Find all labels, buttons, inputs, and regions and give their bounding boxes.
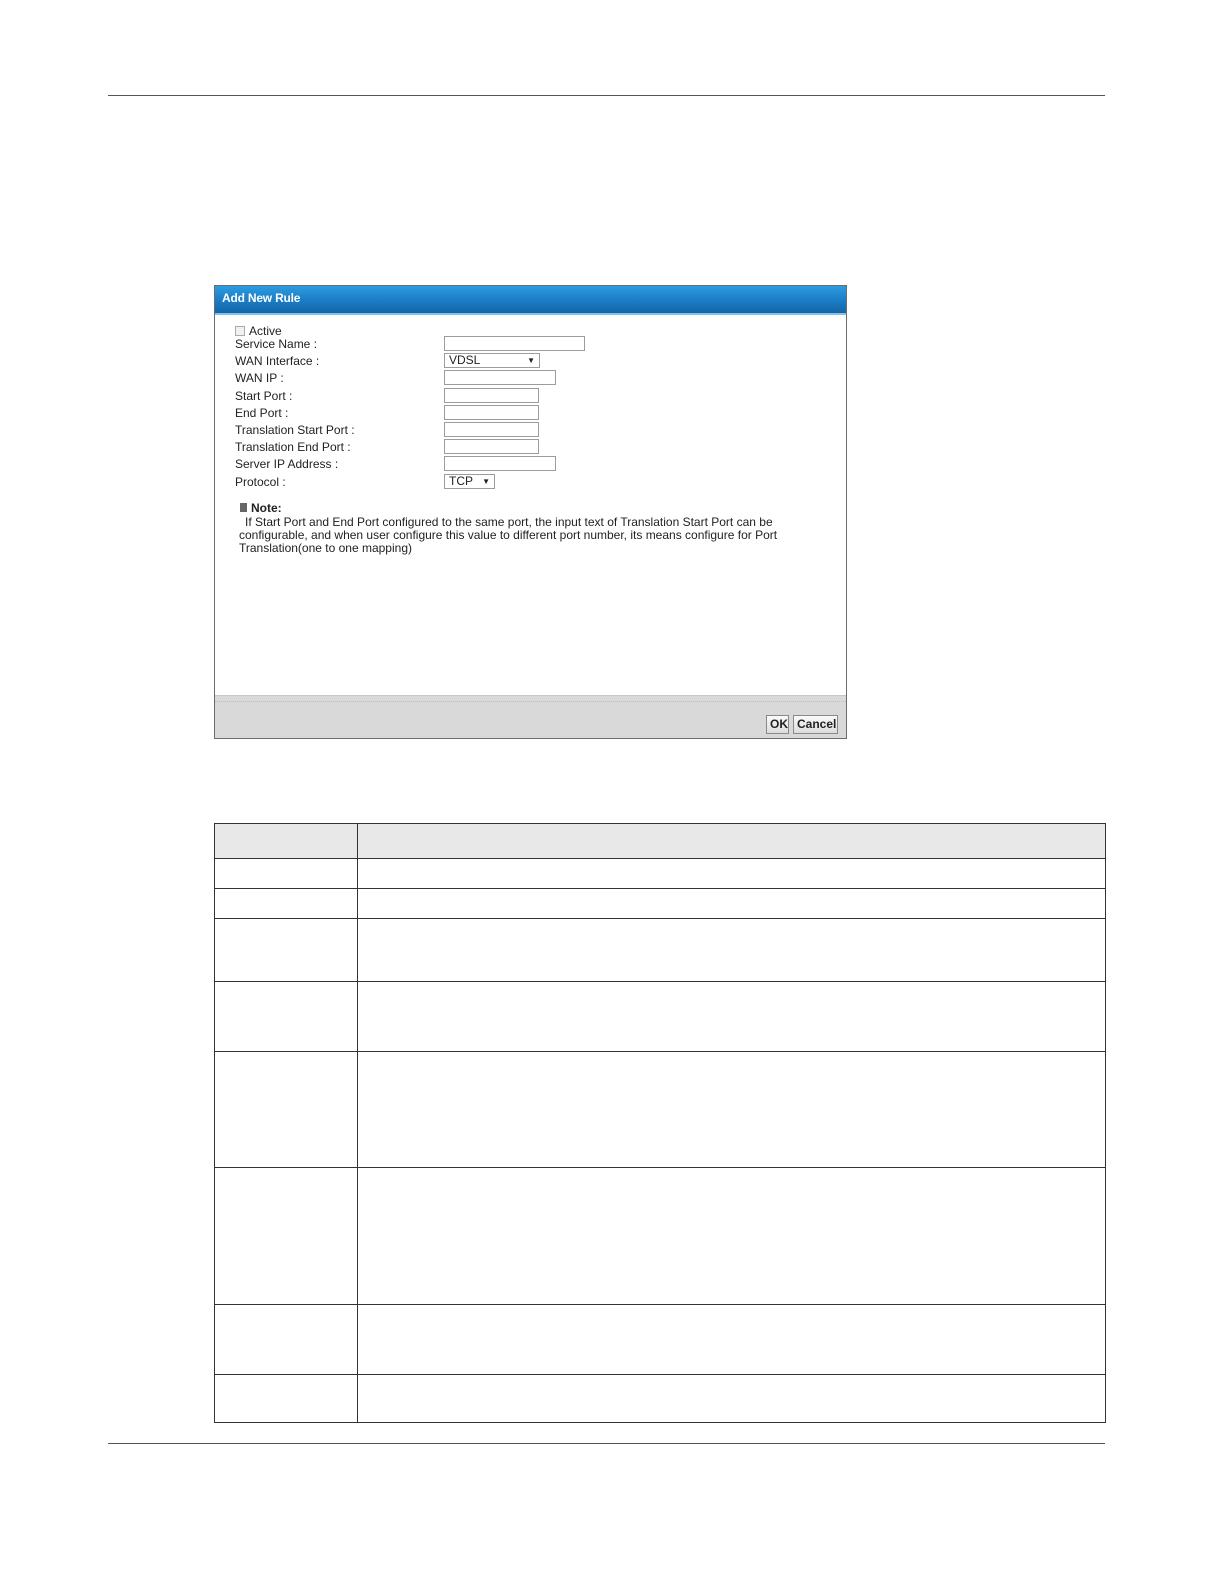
end-port-label: End Port : [235, 406, 289, 420]
end-port-input[interactable] [444, 405, 539, 420]
protocol-select[interactable] [444, 474, 495, 489]
table-row [215, 1168, 1105, 1305]
wan-interface-select[interactable] [444, 353, 540, 368]
table-row [215, 1305, 1105, 1375]
table-row [215, 982, 1105, 1052]
table-row [215, 889, 1105, 919]
page-header-rule [108, 95, 1105, 96]
chevron-down-icon: ▼ [482, 477, 490, 486]
protocol-value: TCP [449, 474, 473, 488]
start-port-label: Start Port : [235, 389, 293, 403]
add-new-rule-dialog [214, 285, 847, 739]
ok-button[interactable]: OK [766, 715, 789, 734]
field-description-table [214, 823, 1106, 1423]
translation-start-port-input[interactable] [444, 422, 539, 437]
table-row [215, 919, 1105, 982]
note-text: If Start Port and End Port configured to the same port, the input text of Translation Start Port can be configurable, and when user configure this value to different port number, its means configure for Port Translation(one to one mapping) [239, 515, 778, 555]
server-ip-label: Server IP Address : [235, 457, 339, 471]
active-checkbox[interactable] [235, 326, 245, 336]
protocol-label: Protocol : [235, 475, 286, 489]
active-label: Active [249, 324, 282, 338]
wan-ip-input[interactable] [444, 370, 556, 385]
start-port-input[interactable] [444, 388, 539, 403]
table-header-row [215, 824, 1105, 859]
service-name-input[interactable] [444, 336, 585, 351]
dialog-footer [215, 695, 846, 738]
translation-end-port-input[interactable] [444, 439, 539, 454]
chevron-down-icon: ▼ [527, 356, 535, 365]
table-row [215, 1375, 1105, 1422]
dialog-body [215, 315, 846, 697]
server-ip-input[interactable] [444, 456, 556, 471]
wan-interface-value: VDSL [449, 353, 481, 367]
service-name-label: Service Name : [235, 337, 318, 351]
table-row [215, 1052, 1105, 1168]
wan-interface-label: WAN Interface : [235, 354, 320, 368]
note-icon [240, 503, 247, 512]
cancel-button[interactable]: Cancel [793, 715, 838, 734]
translation-start-port-label: Translation Start Port : [235, 423, 355, 437]
table-row [215, 859, 1105, 889]
translation-end-port-label: Translation End Port : [235, 440, 351, 454]
note-heading [240, 501, 282, 515]
wan-ip-label: WAN IP : [235, 371, 284, 385]
dialog-title: Add New Rule [215, 286, 846, 315]
page-footer-rule [108, 1443, 1105, 1444]
note-title: Note: [251, 501, 282, 515]
